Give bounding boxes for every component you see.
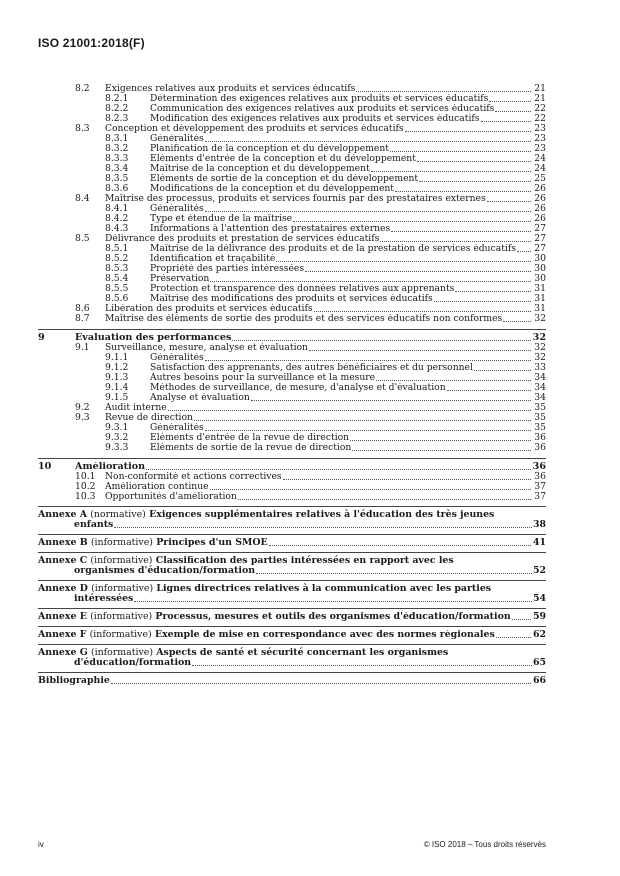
annex-label: Annexe F <box>38 629 87 640</box>
toc-entry-page: 34 <box>534 372 546 383</box>
dot-leader <box>503 320 531 322</box>
annex-type: (informative) <box>89 629 152 640</box>
toc-entry-title: Satisfaction des apprenants, des autres bénéficiaires et du personnel <box>150 363 473 373</box>
dot-leader <box>205 429 531 431</box>
dot-leader <box>192 664 532 666</box>
toc-entry-number: 8.3.6 <box>105 183 129 194</box>
dot-leader <box>350 439 531 441</box>
toc-entry-number: 10 <box>38 461 52 472</box>
dot-leader <box>512 618 531 620</box>
dot-leader <box>146 468 531 470</box>
toc-entry-number: 8.3.3 <box>105 153 129 164</box>
dot-leader <box>447 389 531 391</box>
dot-leader <box>395 190 531 192</box>
annex-title: Principes d'un SMOE <box>156 538 268 548</box>
toc-entry-number: 8.6 <box>75 303 90 314</box>
toc-entry-title: Audit interne <box>105 403 167 413</box>
toc-entry-page: 24 <box>534 153 546 164</box>
toc-entry-number: 9 <box>38 332 45 343</box>
bibliography-title: Bibliographie <box>38 676 110 686</box>
annex-label: Annexe E <box>38 611 87 622</box>
toc-entry-page: 31 <box>534 293 546 304</box>
dot-leader <box>309 349 531 351</box>
annex-type: (informative) <box>91 583 154 594</box>
annex-type: (informative) <box>90 611 153 622</box>
dot-leader <box>134 600 532 602</box>
toc-entry-page: 37 <box>534 481 546 492</box>
toc-entry-page: 35 <box>534 412 546 423</box>
toc-entry-page: 27 <box>534 223 546 234</box>
annex-line-2 <box>38 658 546 668</box>
annex-line-1 <box>38 510 546 520</box>
toc-entry-title: Méthodes de surveillance, de mesure, d'analyse et d'évaluation <box>150 383 446 393</box>
annex-title-continued: enfants <box>74 519 114 530</box>
toc-entry-page: 36 <box>534 471 546 482</box>
toc-entry-number: 8.5.3 <box>105 263 129 274</box>
toc-entry[interactable] <box>38 458 546 472</box>
toc-entry-title: Évaluation des performances <box>75 333 232 343</box>
toc-entry-page: 33 <box>534 362 546 373</box>
dot-leader <box>314 310 531 312</box>
annex-page: 54 <box>532 593 546 604</box>
annex-label: Annexe C <box>38 555 88 566</box>
dot-leader <box>194 419 531 421</box>
dot-leader <box>205 210 531 212</box>
toc-entry-number: 9.3.3 <box>105 442 129 453</box>
toc-annex-entry[interactable] <box>38 506 546 530</box>
dot-leader <box>283 478 531 480</box>
annex-label: Annexe B <box>38 537 88 548</box>
annex-label: Annexe G <box>38 647 88 658</box>
annex-type: (informative) <box>90 555 153 566</box>
annex-title: Exigences supplémentaires relatives à l'éducation des très jeunes <box>149 509 495 520</box>
toc-entry-number: 8.2.3 <box>105 113 129 124</box>
toc-entry-page: 26 <box>534 193 546 204</box>
toc-entry-title: Maîtrise des modifications des produits et services éducatifs <box>150 294 433 304</box>
annex-type: (normative) <box>90 509 146 520</box>
toc-entry-title: Protection et transparence des données relatives aux apprenants <box>150 284 455 294</box>
dot-leader <box>417 160 531 162</box>
toc-entry-number: 8.5.2 <box>105 253 129 264</box>
dot-leader <box>481 120 531 122</box>
toc-annex-entry[interactable] <box>38 580 546 604</box>
toc-entry-title: Planification de la conception et du développement <box>150 144 389 154</box>
annex-line-2 <box>38 594 546 604</box>
toc-entry-page: 37 <box>534 491 546 502</box>
dot-leader <box>251 399 531 401</box>
dot-leader <box>238 498 531 500</box>
annex-label: Annexe D <box>38 583 88 594</box>
toc-entry-title: Propriété des parties intéressées <box>150 264 305 274</box>
toc-entry-title: Non-conformité et actions correctives <box>105 472 282 482</box>
toc-entry-page: 30 <box>534 273 546 284</box>
toc-entry-number: 9.1.4 <box>105 382 129 393</box>
dot-leader <box>376 379 531 381</box>
annex-page: 41 <box>532 537 546 548</box>
toc-entry-page: 36 <box>534 432 546 443</box>
toc-entry-page: 26 <box>534 213 546 224</box>
toc-entry-page: 26 <box>534 183 546 194</box>
toc-entry-number: 8.7 <box>75 313 90 324</box>
dot-leader <box>495 110 531 112</box>
toc-entry-page: 25 <box>534 173 546 184</box>
toc-entry-title: Modifications de la conception et du développement <box>150 184 394 194</box>
toc-entry-page: 34 <box>534 392 546 403</box>
toc-entry-number: 9.1.5 <box>105 392 129 403</box>
toc-entry-number: 8.3.5 <box>105 173 129 184</box>
annex-line-2 <box>38 520 546 530</box>
toc-entry-page: 22 <box>534 103 546 114</box>
toc-entry-page: 36 <box>532 461 546 472</box>
toc-entry-title: Généralités <box>150 204 204 214</box>
toc-entry-page: 35 <box>534 422 546 433</box>
dot-leader <box>405 130 531 132</box>
toc-entry-title: Détermination des exigences relatives aux produits et services éducatifs <box>150 94 489 104</box>
toc-annex-entry[interactable] <box>38 626 546 640</box>
toc-entry-title: Analyse et évaluation <box>150 393 250 403</box>
annex-title: Classification des parties intéressées en rapport avec les <box>155 555 454 566</box>
dot-leader <box>205 140 531 142</box>
dot-leader <box>474 369 531 371</box>
annex-page: 62 <box>532 629 546 640</box>
dot-leader <box>371 170 531 172</box>
toc-entry-title: Éléments d'entrée de la revue de direction <box>150 433 350 443</box>
annex-label: Annexe A <box>38 509 87 520</box>
dot-leader <box>210 280 531 282</box>
dot-leader <box>269 544 531 546</box>
toc-entry-number: 9.1.3 <box>105 372 129 383</box>
dot-leader <box>111 682 531 684</box>
toc-entry[interactable] <box>38 403 546 413</box>
toc-entry-page: 27 <box>534 243 546 254</box>
toc-entry-page: 36 <box>534 442 546 453</box>
toc-entry-title: Informations à l'attention des prestataires externes <box>150 224 391 234</box>
toc-entry[interactable] <box>38 443 546 453</box>
dot-leader <box>434 300 531 302</box>
toc-entry-number: 8.5.5 <box>105 283 129 294</box>
toc-entry-title: Maîtrise de la délivrance des produits et de la prestation de services éducatifs <box>150 244 516 254</box>
dot-leader <box>487 200 531 202</box>
toc-entry-page: 30 <box>534 253 546 264</box>
toc-entry-page: 30 <box>534 263 546 274</box>
toc-entry-page: 32 <box>534 313 546 324</box>
toc-entry-title: Opportunités d'amélioration <box>105 492 237 502</box>
toc-entry-number: 8.3.2 <box>105 143 129 154</box>
toc-entry-page: 23 <box>534 133 546 144</box>
toc-entry-number: 8.4.3 <box>105 223 129 234</box>
toc-entry-page: 35 <box>534 402 546 413</box>
toc-entry[interactable] <box>38 482 546 492</box>
dot-leader <box>356 90 531 92</box>
dot-leader <box>391 230 531 232</box>
toc-entry-page: 24 <box>534 163 546 174</box>
toc-entry-title: Éléments de sortie de la revue de direction <box>150 443 352 453</box>
dot-leader <box>256 572 532 574</box>
toc-entry-number: 8.4 <box>75 193 90 204</box>
toc-entry[interactable] <box>38 304 546 314</box>
annex-page: 59 <box>532 611 546 622</box>
toc-entry-number: 9.2 <box>75 402 90 413</box>
annex-page: 52 <box>532 565 546 576</box>
toc-entry-title: Identification et traçabilité <box>150 254 276 264</box>
document-id-header: ISO 21001:2018(F) <box>38 36 145 50</box>
dot-leader <box>210 488 531 490</box>
toc-entry-title: Généralités <box>150 353 204 363</box>
toc-entry-number: 8.3 <box>75 123 90 134</box>
toc-entry-number: 8.4.1 <box>105 203 129 214</box>
dot-leader <box>380 240 531 242</box>
toc-entry-title: Délivrance des produits et prestation de services éducatifs <box>105 234 380 244</box>
toc-entry-number: 9.3.2 <box>105 432 129 443</box>
toc-entry-page: 32 <box>534 342 546 353</box>
toc-entry[interactable] <box>38 329 546 343</box>
toc-entry-title: Revue de direction <box>105 413 193 423</box>
toc-entry-number: 8.4.2 <box>105 213 129 224</box>
toc-entry-page: 34 <box>534 382 546 393</box>
dot-leader <box>352 449 531 451</box>
toc-entry-number: 8.5.6 <box>105 293 129 304</box>
toc-entry[interactable] <box>38 314 546 324</box>
toc-entry-title: Surveillance, mesure, analyse et évaluation <box>105 343 308 353</box>
toc-entry-page: 32 <box>532 332 546 343</box>
toc-entry-page: 26 <box>534 203 546 214</box>
toc-entry-page: 21 <box>534 83 546 94</box>
toc-entry[interactable] <box>38 294 546 304</box>
annex-title: Processus, mesures et outils des organismes d'éducation/formation <box>155 612 511 622</box>
toc-entry-number: 9.1.2 <box>105 362 129 373</box>
toc-entry-title: Libération des produits et services éducatifs <box>105 304 313 314</box>
dot-leader <box>489 100 531 102</box>
annex-title-continued: d'éducation/formation <box>74 657 192 668</box>
toc-entry-title: Modification des exigences relatives aux produits et services éducatifs <box>150 114 480 124</box>
toc-entry-number: 9.3.1 <box>105 422 129 433</box>
toc-entry-number: 8.2.2 <box>105 103 129 114</box>
toc-entry[interactable] <box>38 224 546 234</box>
toc-entry-number: 8.5 <box>75 233 90 244</box>
annex-title: Aspects de santé et sécurité concernant les organismes <box>156 647 449 658</box>
toc-entry[interactable] <box>38 472 546 482</box>
toc-annex-entry[interactable] <box>38 608 546 622</box>
dot-leader <box>205 359 531 361</box>
annex-page: 65 <box>532 657 546 668</box>
toc-annex-entry[interactable] <box>38 552 546 576</box>
toc-entry-title: Amélioration <box>75 462 146 472</box>
toc-entry-page: 31 <box>534 283 546 294</box>
dot-leader <box>276 260 531 262</box>
annex-type: (informative) <box>90 647 154 658</box>
toc-entry-title: Préservation <box>150 274 210 284</box>
annex-line-2 <box>38 566 546 576</box>
toc-entry-page: 32 <box>534 352 546 363</box>
dot-leader <box>232 339 531 341</box>
annex-title: Lignes directrices relatives à la communication avec les parties <box>156 583 492 594</box>
toc-entry[interactable] <box>38 492 546 502</box>
toc-entry-number: 8.5.4 <box>105 273 129 284</box>
toc-bibliography-entry[interactable] <box>38 672 546 686</box>
toc-entry-number: 10.2 <box>75 481 96 492</box>
toc-entry-number: 8.5.1 <box>105 243 129 254</box>
toc-entry-page: 22 <box>534 113 546 124</box>
toc-entry-number: 10.3 <box>75 491 96 502</box>
annex-page: 38 <box>532 519 546 530</box>
toc-entry-page: 21 <box>534 93 546 104</box>
toc-entry-number: 10.1 <box>75 471 96 482</box>
toc-entry-title: Maîtrise des processus, produits et services fournis par des prestataires externes <box>105 194 486 204</box>
toc-entry-title: Maîtrise de la conception et du développement <box>150 164 370 174</box>
annex-title: Exemple de mise en correspondance avec des normes régionales <box>154 630 495 640</box>
toc-entry-title: Éléments d'entrée de la conception et du développement <box>150 154 416 164</box>
toc-entry-number: 8.3.4 <box>105 163 129 174</box>
dot-leader <box>293 220 531 222</box>
table-of-contents <box>38 84 546 686</box>
toc-entry[interactable] <box>38 393 546 403</box>
dot-leader <box>114 526 532 528</box>
page-number: iv <box>38 840 44 849</box>
toc-entry-page: 27 <box>534 233 546 244</box>
toc-entry-number: 9.3 <box>75 412 90 423</box>
toc-entry-number: 9.1 <box>75 342 90 353</box>
annex-title-continued: intéressées <box>74 593 134 604</box>
toc-entry-title: Maîtrise des éléments de sortie des produits et des services éducatifs non conformes <box>105 314 503 324</box>
dot-leader <box>496 636 531 638</box>
bibliography-page: 66 <box>532 675 546 686</box>
annex-type: (informative) <box>90 537 153 548</box>
dot-leader <box>305 270 531 272</box>
toc-entry-page: 31 <box>534 303 546 314</box>
dot-leader <box>390 150 531 152</box>
toc-entry-title: Généralités <box>150 134 204 144</box>
dot-leader <box>455 290 531 292</box>
toc-entry-title: Éléments de sortie de la conception et du développement <box>150 174 419 184</box>
toc-entry-title: Type et étendue de la maîtrise <box>150 214 293 224</box>
toc-entry-number: 8.3.1 <box>105 133 129 144</box>
toc-entry[interactable] <box>38 114 546 124</box>
dot-leader <box>419 180 531 182</box>
toc-entry-title: Exigences relatives aux produits et services éducatifs <box>105 84 356 94</box>
copyright-notice: © ISO 2018 – Tous droits réservés <box>423 840 546 849</box>
toc-entry[interactable] <box>38 184 546 194</box>
toc-annex-entry[interactable] <box>38 534 546 548</box>
toc-entry-title: Autres besoins pour la surveillance et la mesure <box>150 373 376 383</box>
toc-entry-page: 23 <box>534 123 546 134</box>
toc-entry-page: 23 <box>534 143 546 154</box>
toc-entry-number: 9.1.1 <box>105 352 129 363</box>
toc-entry-title: Amélioration continue <box>105 482 209 492</box>
toc-entry-title: Généralités <box>150 423 204 433</box>
toc-annex-entry[interactable] <box>38 644 546 668</box>
toc-entry-title: Conception et développement des produits et services éducatifs <box>105 124 404 134</box>
annex-title-continued: organismes d'éducation/formation <box>74 565 256 576</box>
toc-entry-number: 8.2.1 <box>105 93 129 104</box>
dot-leader <box>168 409 531 411</box>
toc-entry-title: Communication des exigences relatives aux produits et services éducatifs <box>150 104 495 114</box>
dot-leader <box>517 250 531 252</box>
toc-entry-number: 8.2 <box>75 83 90 94</box>
